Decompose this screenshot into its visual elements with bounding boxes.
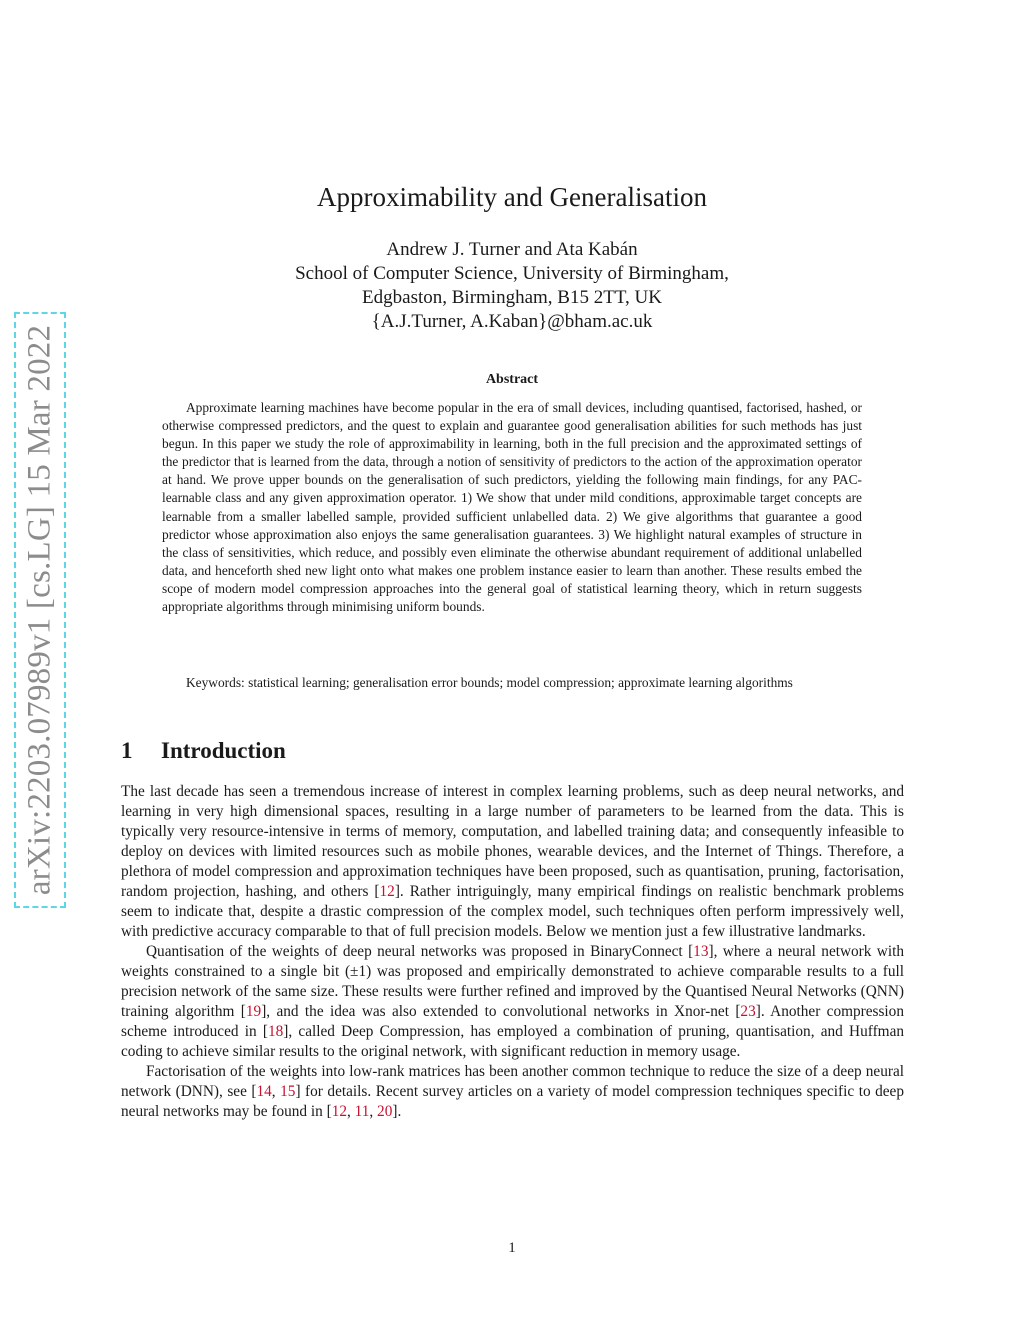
paragraph-3 — [121, 1062, 904, 1122]
citation-link[interactable]: 13 — [693, 943, 709, 960]
affiliation-line-2: Edgbaston, Birmingham, B15 2TT, UK — [362, 287, 662, 308]
citation-link[interactable]: 12 — [379, 883, 395, 900]
citation-link[interactable]: 15 — [280, 1083, 296, 1100]
text-run: ] for details. Recent survey articles on a variety of model compression techniques specific to deep neural networks may be found in [ — [121, 1083, 904, 1120]
text-run: ], where a neural network with weights constrained to a single bit (±1) was proposed and empirically demonstrated to achieve comparable results to a full precision network of the same size. These results were further refined and improved by the Quantised Neural Networks (QNN) training algorithm [ — [121, 943, 904, 1020]
text-run: The last decade has seen a tremendous increase of interest in complex learning problems, such as deep neural networks, and learning in very high dimensional spaces, resulting in a large number of parameters to be learned from the data. This is typically very resource-intensive in terms of memory, computation, and labelled training data; and consequently infeasible to deploy on devices with limited resources such as mobile phones, wearable devices, and the Internet of Things. Therefore, a plethora of model compression and approximation techniques have been proposed, such as quantisation, pruning, factorisation, random projection, hashing, and others [ — [121, 783, 904, 900]
citation-link[interactable]: 14 — [256, 1083, 272, 1100]
citation-link[interactable]: 23 — [740, 1003, 756, 1020]
section-heading — [121, 738, 286, 764]
author-block — [0, 238, 1024, 334]
citation-link[interactable]: 18 — [267, 1023, 284, 1040]
text-run: Factorisation of the weights into low-rank matrices has been another common technique to reduce the size of a deep neural network (DNN), see [ — [121, 1063, 904, 1100]
citation-link[interactable]: 12 — [331, 1103, 347, 1120]
text-run: ], called Deep Compression, has employed a combination of pruning, quantisation, and Huffman coding to achieve similar results to the original network, with significant reduction in memory usage. — [121, 1023, 905, 1060]
arxiv-stamp-text: arXiv:2203.07989v1 [cs.LG] 15 Mar 2022 — [21, 324, 58, 896]
arxiv-stamp — [14, 312, 66, 908]
text-run: ]. Another compression scheme introduced in [ — [121, 1003, 904, 1040]
abstract-heading: Abstract — [485, 372, 539, 387]
citation-link[interactable]: 20 — [377, 1103, 393, 1120]
author-email: {A.J.Turner, A.Kaban}@bham.ac.uk — [371, 311, 653, 332]
citation-link[interactable]: 11 — [354, 1103, 370, 1120]
section-body — [121, 782, 904, 1122]
text-run: ]. — [392, 1103, 402, 1120]
paper-title: Approximability and Generalisation — [317, 182, 707, 212]
author-names: Andrew J. Turner and Ata Kabán — [386, 239, 638, 260]
paragraph-1 — [121, 782, 904, 942]
section-number: 1 — [121, 738, 133, 763]
paragraph-2 — [121, 942, 904, 1062]
text-run: , — [347, 1103, 355, 1120]
abstract-text: Approximate learning machines have become popular in the era of small devices, including quantised, factorised, hashed, or otherwise compressed predictors, and the quest to explain and guarantee good generalisation abilities for such methods has just begun. In this paper we study the role of approximability in learning, both in the full precision and the approximated settings of the predictor that is learned from the data, through a notion of sensitivity of predictors to the action of the approximation operator at hand. We prove upper bounds on the generalisation of such predictors, yielding the following main findings, for any PAC-learnable class and any given approximation operator. 1) We show that under mild conditions, approximable target concepts are learnable from a smaller labelled sample, provided sufficient unlabelled data. 2) We give algorithms that guarantee a good predictor whose approximation also enjoys the same generalisation guarantees. 3) We highlight natural examples of structure in the class of sensitivities, which reduce, and possibly even eliminate the otherwise abundant requirement of additional unlabelled data, and henceforth shed new light onto what makes one problem instance easier to learn than another. These results embed the scope of modern model compression approaches into the general goal of statistical learning theory, which in return suggests appropriate algorithms through minimising uniform bounds. — [162, 400, 862, 615]
citation-link[interactable]: 19 — [245, 1003, 262, 1020]
text-run: Quantisation of the weights of deep neural networks was proposed in BinaryConnect [ — [146, 943, 694, 960]
page-number: 1 — [508, 1240, 516, 1256]
keywords: Keywords: statistical learning; generalisation error bounds; model compression; approximate learning algorithms — [186, 675, 793, 690]
text-run: , — [271, 1083, 281, 1100]
text-run: ]. Rather intriguingly, many empirical findings on realistic benchmark problems seem to indicate that, despite a drastic compression of the complex model, such techniques often perform impressively well, with predictive accuracy comparable to that of full precision models. Below we mention just a few illustrative landmarks. — [121, 883, 904, 940]
section-title: Introduction — [161, 738, 286, 763]
text-run: ], and the idea was also extended to convolutional networks in Xnor-net [ — [261, 1003, 741, 1020]
text-run: , — [369, 1103, 378, 1120]
affiliation-line-1: School of Computer Science, University of Birmingham, — [295, 263, 729, 284]
